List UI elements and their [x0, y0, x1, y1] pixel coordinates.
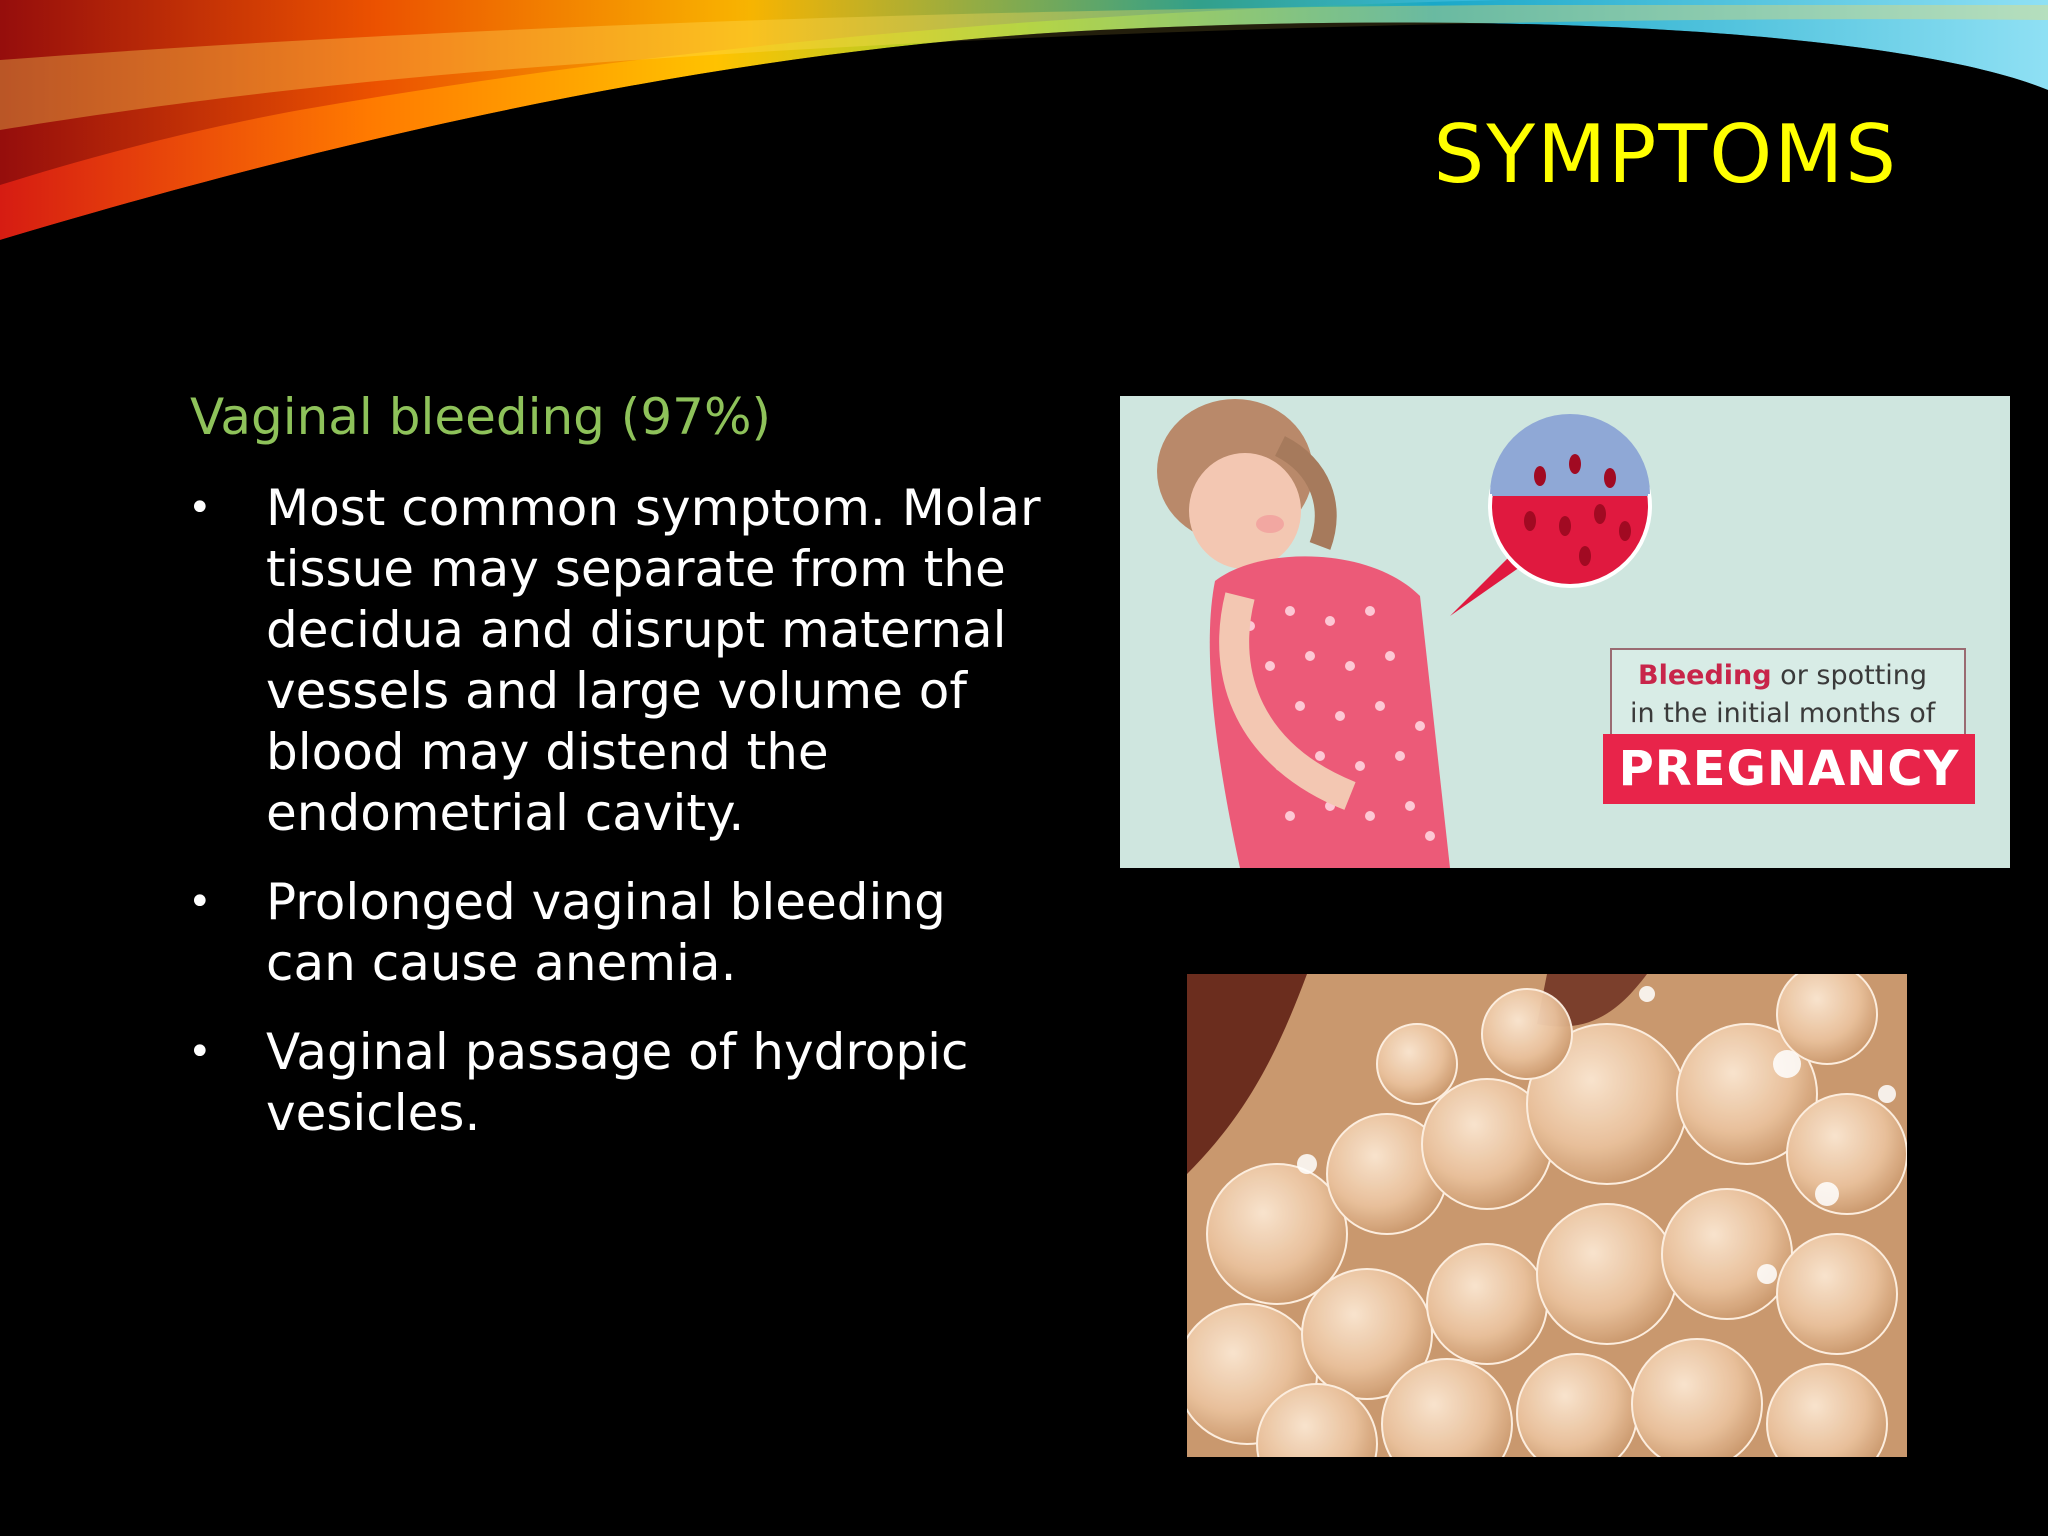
bleeding-illustration [1120, 396, 2010, 868]
bullet-list [188, 478, 1048, 1172]
bullet-glyph: • [188, 1029, 212, 1075]
caption-line-2: in the initial months of [1630, 698, 1936, 729]
bullet-glyph: • [188, 879, 212, 925]
subheading: Vaginal bleeding (97%) [190, 388, 771, 446]
pregnancy-banner: PREGNANCY [1603, 734, 1975, 804]
list-item [188, 478, 1048, 844]
caption-line-1 [1638, 660, 1927, 691]
bullet-glyph: • [188, 485, 212, 531]
caption-box [1610, 648, 1966, 738]
bullet-text: Vaginal passage of hydropic vesicles. [266, 1023, 969, 1142]
vesicles-image [1187, 974, 1907, 1457]
list-item [188, 1022, 1048, 1144]
bullet-text: Most common symptom. Molar tissue may separate from the decidua and disrupt maternal vessels and large volume of blood may distend the endometrial cavity. [266, 479, 1041, 842]
hydropic-vesicles-photo [1187, 974, 1907, 1457]
bullet-text: Prolonged vaginal bleeding can cause anemia. [266, 873, 946, 992]
caption-strong: Bleeding [1638, 660, 1772, 691]
slide-title: SYMPTOMS [1433, 108, 1898, 201]
caption-rest: or spotting [1771, 660, 1928, 691]
list-item [188, 872, 1048, 994]
